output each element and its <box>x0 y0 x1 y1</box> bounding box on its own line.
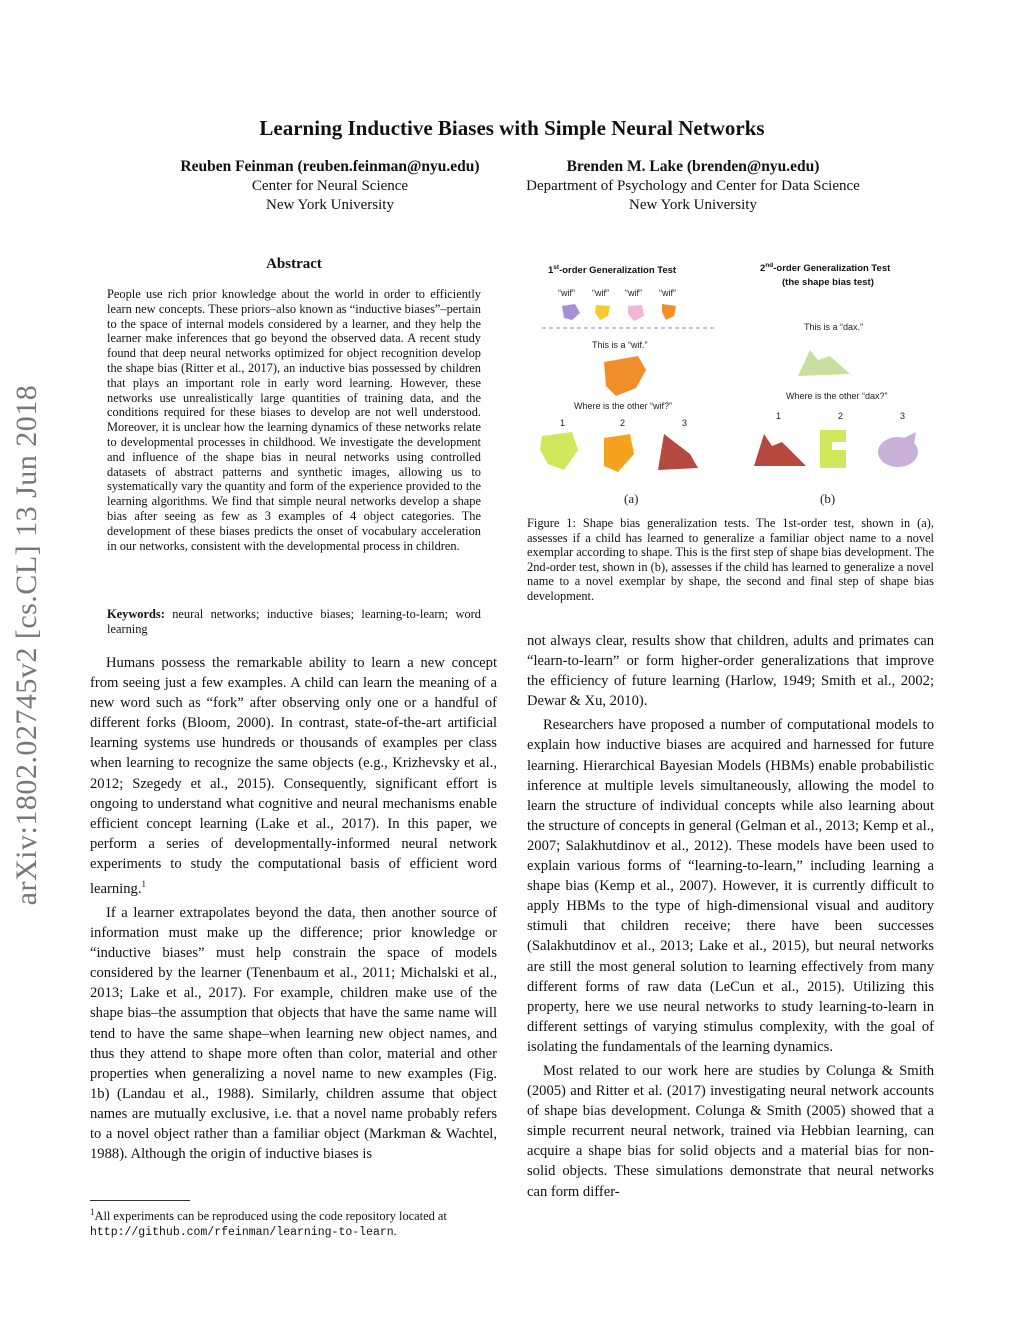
footnote-url[interactable]: http://github.com/rfeinman/learning-to-learn <box>90 1226 394 1240</box>
fig-a-choice-2 <box>604 434 634 472</box>
fig-a-label-4: “wif” <box>659 288 676 298</box>
figure-caption: Figure 1: Shape bias generalization tests. The 1st-order test, shown in (a), assesses if a child has learned to generalize a familiar object name to a novel exemplar according to shape. This is the first step of shape bias development. The 2nd-order test, shown in (b), assesses if the child has learned to generalize a novel name to a novel exemplar by shape, the second and final step of shape bias development. <box>527 516 934 603</box>
author-2 <box>497 158 889 214</box>
paragraph-right-2: Researchers have proposed a number of computational models to explain how inductive biases are acquired and harnessed for future learning. Hierarchical Bayesian Models (HBMs) enable probabilistic inference at multiple levels simultaneously, allowing the model to learn the structure of individual concepts while also learning about the structure of concepts in general (Gelman et al., 2013; Kemp et al., 2007; Salakhutdinov et al., 2012). These models have been used to explain various forms of “learning-to-learn,” including learning a shape bias (Kemp et al., 2007). However, it is currently difficult to apply HBMs to the type of high-dimensional visual and auditory stimuli that children receive; there have been successes (Salakhutdinov et al., 2013; Lake et al., 2015), but neural networks are still the most general solution to learning effectively from many different forms of raw data (LeCun et al., 2015). Utilizing this property, here we use neural networks to study learning-to-learn in different settings of varying stimulus complexity, with the goal of isolating the fundamentals of the learning dynamics. <box>527 717 934 1055</box>
fig-a-label-2: “wif” <box>592 288 609 298</box>
figure-1-svg <box>520 258 940 508</box>
author-2-dept: Department of Psychology and Center for Data Science <box>526 178 860 194</box>
author-2-univ: New York University <box>629 197 757 213</box>
fig-a-num-1: 1 <box>560 418 566 428</box>
arxiv-identifier: arXiv:1802.02745v2 [cs.CL] 13 Jun 2018 <box>10 384 43 906</box>
fig-a-label-3: “wif” <box>625 288 642 298</box>
footnote-ref: 1 <box>141 879 146 890</box>
fig-b-exemplar <box>798 350 850 376</box>
author-1-name: Reuben Feinman (reuben.feinman@nyu.edu) <box>180 158 480 175</box>
fig-a-obj-yellow <box>595 305 610 320</box>
fig-a-num-3: 3 <box>682 418 688 428</box>
abstract-heading: Abstract <box>266 256 322 272</box>
keywords-label: Keywords: <box>107 607 165 621</box>
fig-a-num-2: 2 <box>620 418 626 428</box>
footnote-rule <box>90 1200 190 1201</box>
author-1-univ: New York University <box>266 197 394 213</box>
fig-b-question: Where is the other “dax?” <box>786 391 888 401</box>
fig-a-obj-purple <box>562 304 580 320</box>
left-column-body <box>90 653 497 1164</box>
fig-label-a: (a) <box>624 491 639 506</box>
footnote: $^1$All experiments can be reproduced using the code repository located at http://github.com/rfeinman/learning-to-learn. <box>90 1207 447 1240</box>
fig-b-num-3: 3 <box>900 411 906 421</box>
fig-a-label-1: “wif” <box>558 288 575 298</box>
fig-a-choice-1 <box>540 432 578 470</box>
paragraph-right-1: not always clear, results show that children, adults and primates can “learn-to-learn” or form higher-order generalizations that improve the efficiency of future learning (Harlow, 1949; Smith et al., 2002; Dewar & Xu, 2010). <box>527 633 934 710</box>
paragraph-intro-2: If a learner extrapolates beyond the data, then another source of information must make up the difference; prior knowledge or “inductive biases” must help constrain the space of models considered by the learner (Tenenbaum et al., 2011; Michalski et al., 2013; Lake et al., 2017). For example, children make use of the shape bias–the assumption that objects that have the same name will tend to have the same shape–when learning new object names, and thus they attend to shape more often than color, material and other properties when generalizing a novel name to new examples (Fig. 1b) (Landau et al., 1988). Similarly, children assume that object names are mutually exclusive, i.e. that a novel name probably refers to a novel object rather than a familiar object (Markman & Wachtel, 1988). Although the origin of inductive biases is <box>90 904 497 1163</box>
author-2-name: Brenden M. Lake (brenden@nyu.edu) <box>566 158 820 175</box>
fig-b-title: 2nd-order Generalization Test <box>760 262 891 274</box>
fig-a-question: Where is the other “wif?” <box>574 401 673 411</box>
abstract-text: People use rich prior knowledge about the world in order to efficiently learn new concepts. These priors–also known as “inductive biases”–pertain to the space of internal models considered by a learner, and they help the learner make inferences that go beyond the observed data. A recent study found that deep neural networks optimized for object recognition develop the shape bias (Ritter et al., 2017), an inductive bias possessed by children that plays an important role in early word learning. However, these networks use unrealistically large quantities of training data, and the conditions required for these biases to develop are not well understood. Moreover, it is unclear how the learning dynamics of these networks relate to developmental processes in childhood. We investigate the development and influence of the shape bias in neural networks using controlled datasets of abstract patterns and synthetic images, allowing us to systematically vary the quantity and form of the experience provided to the learning algorithms. We find that simple neural networks develop a shape bias after seeing as few as 3 examples of 4 object categories. The development of these biases predicts the onset of vocabulary acceleration in our networks, consistent with the developmental process in children. <box>107 287 481 553</box>
fig-b-num-2: 2 <box>838 411 844 421</box>
fig-a-title: 1st-order Generalization Test <box>548 264 677 276</box>
fig-b-num-1: 1 <box>776 411 782 421</box>
fig-b-title-line2: (the shape bias test) <box>782 277 874 288</box>
fig-b-choice-2 <box>820 430 846 468</box>
fig-label-b: (b) <box>820 491 836 506</box>
keywords <box>107 607 481 637</box>
author-1 <box>140 158 520 214</box>
paragraph-right-3: Most related to our work here are studies by Colunga & Smith (2005) and Ritter et al. (2017) investigating neural network accounts of shape bias development. Colunga & Smith (2005) showed that a simple recurrent neural network, trained via Hebbian learning, can acquire a shape bias for solid objects and a material bias for non-solid objects. These simulations demonstrate that neural networks can form differ- <box>527 1062 934 1200</box>
author-1-dept: Center for Neural Science <box>251 178 409 194</box>
fig-a-exemplar <box>604 356 646 396</box>
fig-a-obj-pink <box>628 305 644 321</box>
keywords-text: neural networks; inductive biases; learning-to-learn; word learning <box>107 607 481 636</box>
paper-title: Learning Inductive Biases with Simple Neural Networks <box>259 116 765 140</box>
right-column-body <box>527 631 934 1202</box>
fig-a-choice-3 <box>658 434 698 470</box>
fig-a-obj-orange <box>662 304 676 320</box>
paragraph-intro-1: Humans possess the remarkable ability to learn a new concept from seeing just a few examples. A child can learn the meaning of a new word such as “fork” after observing only one or a handful of different forks (Bloom, 2000). In contrast, state-of-the-art artificial learning systems use hundreds or thousands of examples per class when learning to recognize the same objects (e.g., Krizhevsky et al., 2012; Szegedy et al., 2015). Consequently, significant effort is ongoing to understand what cognitive and neural mechanisms enable efficient concept learning (Lake et al., 2017). In this paper, we perform a series of developmentally-informed neural network experiments to study the computational basis of efficient word learning.$^1$ <box>90 655 497 897</box>
fig-b-this: This is a “dax.” <box>804 322 864 332</box>
fig-a-this: This is a “wif.” <box>592 340 648 350</box>
fig-b-choice-1 <box>754 434 806 466</box>
figure-1 <box>520 258 940 508</box>
